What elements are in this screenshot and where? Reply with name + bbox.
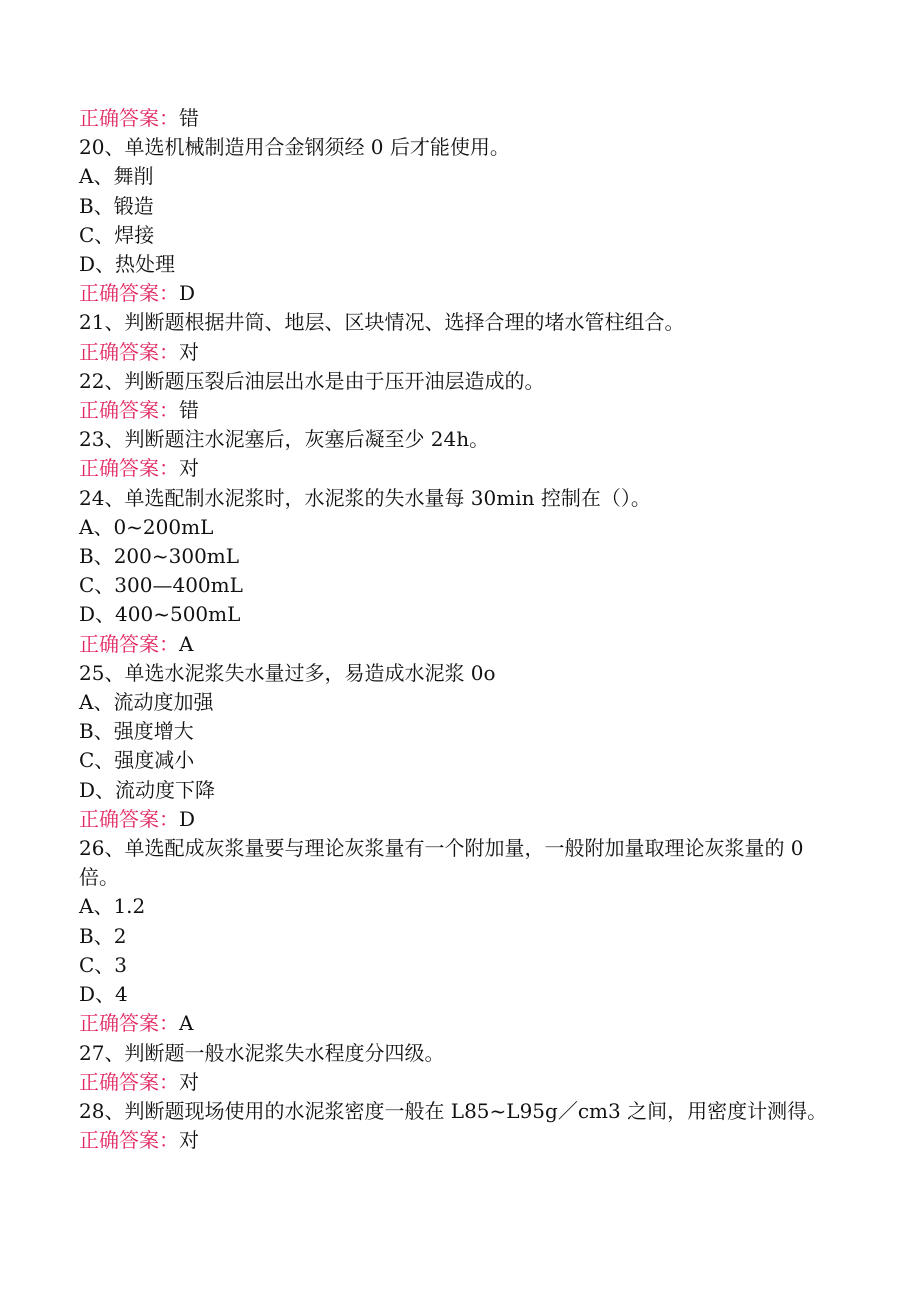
answer-line [79,1009,839,1038]
question-text: 23、判断题注水泥塞后，灰塞后凝至少 24h。 [79,427,490,452]
answer-label: 正确答案： [79,398,179,423]
option-text: A、流动度加强 [79,690,214,715]
answer-line [79,104,839,133]
answer-line [79,396,839,425]
question-text: 27、判断题一般水泥浆失水程度分四级。 [79,1040,445,1065]
answer-line [79,454,839,483]
answer-label: 正确答案： [79,1011,179,1036]
answer-value: D [179,806,196,831]
option-text: C、300—400mL [79,573,243,598]
answer-line [79,279,839,308]
answer-value: 错 [179,398,199,423]
question-text: 28、判断题现场使用的水泥浆密度一般在 L85~L95g／cm3 之间，用密度计测得。 [79,1098,828,1123]
answer-line [79,1068,839,1097]
question-text: 25、单选水泥浆失水量过多，易造成水泥浆 0o [79,660,496,685]
answer-label: 正确答案： [79,806,179,831]
option-text: D、热处理 [79,252,176,277]
option-text: B、锻造 [79,193,154,218]
answer-value: 对 [179,1069,199,1094]
answer-label: 正确答案： [79,281,179,306]
answer-value: D [179,281,196,306]
answer-line [79,1126,839,1155]
answer-label: 正确答案： [79,456,179,481]
answer-value: 对 [179,339,199,364]
answer-label: 正确答案： [79,106,179,130]
answer-line [79,630,839,659]
answer-label: 正确答案： [79,1069,179,1094]
option-text: B、强度增大 [79,719,194,744]
document-page [79,104,839,1155]
question-text: 20、单选机械制造用合金钢须经 0 后才能使用。 [79,135,510,160]
option-text: A、0~200mL [79,514,214,539]
question-text: 26、单选配成灰浆量要与理论灰浆量有一个附加量，一般附加量取理论灰浆量的 0 倍。 [79,836,810,890]
option-text: D、4 [79,982,128,1007]
answer-label: 正确答案： [79,339,179,364]
option-text: D、流动度下降 [79,777,216,802]
option-text: A、舞削 [79,164,154,189]
answer-label: 正确答案： [79,1128,179,1153]
question-text: 24、单选配制水泥浆时，水泥浆的失水量每 30min 控制在（）。 [79,485,651,510]
option-text: B、2 [79,923,127,948]
option-text: C、3 [79,952,128,977]
option-text: C、强度减小 [79,748,195,773]
answer-value: 错 [179,106,199,130]
question-text: 21、判断题根据井筒、地层、区块情况、选择合理的堵水管柱组合。 [79,310,685,335]
answer-label: 正确答案： [79,631,179,656]
answer-value: 对 [179,1128,199,1153]
option-text: C、焊接 [79,222,155,247]
question-text: 22、判断题压裂后油层出水是由于压开油层造成的。 [79,368,545,393]
option-text: B、200~300mL [79,544,240,569]
answer-value: 对 [179,456,199,481]
option-text: D、400~500mL [79,602,241,627]
answer-line [79,338,839,367]
answer-value: A [179,631,194,656]
answer-line [79,805,839,834]
option-text: A、1.2 [79,894,146,919]
answer-value: A [179,1011,194,1036]
